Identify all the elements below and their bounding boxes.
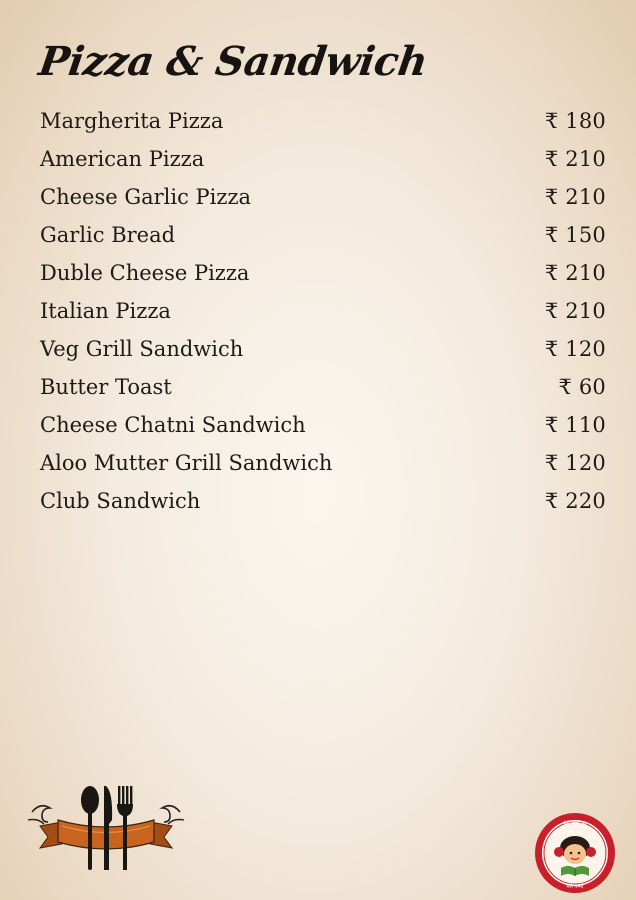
logo-text-bottom: मेरी मम्मी — [566, 884, 584, 890]
logo-text-top: मेरी मम्मी का — [563, 821, 587, 827]
menu-item — [40, 368, 606, 406]
item-name: Italian Pizza — [40, 299, 171, 323]
menu-item — [40, 254, 606, 292]
cutlery-ribbon-icon — [26, 782, 186, 874]
item-price: ₹ 210 — [544, 185, 606, 209]
menu-item — [40, 216, 606, 254]
item-price: ₹ 220 — [544, 489, 606, 513]
item-name: Margherita Pizza — [40, 109, 224, 133]
menu-item — [40, 178, 606, 216]
item-price: ₹ 60 — [558, 375, 606, 399]
item-price: ₹ 210 — [544, 299, 606, 323]
restaurant-logo-icon — [534, 812, 616, 894]
menu-item — [40, 482, 606, 520]
item-name: Veg Grill Sandwich — [40, 337, 244, 361]
menu-list — [40, 102, 606, 520]
item-name: Garlic Bread — [40, 223, 176, 247]
item-name: Cheese Garlic Pizza — [40, 185, 252, 209]
item-name: Club Sandwich — [40, 489, 201, 513]
item-name: Duble Cheese Pizza — [40, 261, 250, 285]
item-price: ₹ 210 — [544, 147, 606, 171]
menu-item — [40, 292, 606, 330]
item-price: ₹ 150 — [544, 223, 606, 247]
item-price: ₹ 180 — [544, 109, 606, 133]
item-name: Cheese Chatni Sandwich — [40, 413, 306, 437]
section-title: Pizza & Sandwich — [36, 38, 431, 85]
item-name: American Pizza — [40, 147, 205, 171]
menu-item — [40, 102, 606, 140]
item-name: Aloo Mutter Grill Sandwich — [40, 451, 333, 475]
menu-item — [40, 444, 606, 482]
item-name: Butter Toast — [40, 375, 172, 399]
menu-item — [40, 330, 606, 368]
item-price: ₹ 120 — [544, 337, 606, 361]
menu-item — [40, 140, 606, 178]
item-price: ₹ 110 — [544, 413, 606, 437]
menu-item — [40, 406, 606, 444]
item-price: ₹ 210 — [544, 261, 606, 285]
item-price: ₹ 120 — [544, 451, 606, 475]
